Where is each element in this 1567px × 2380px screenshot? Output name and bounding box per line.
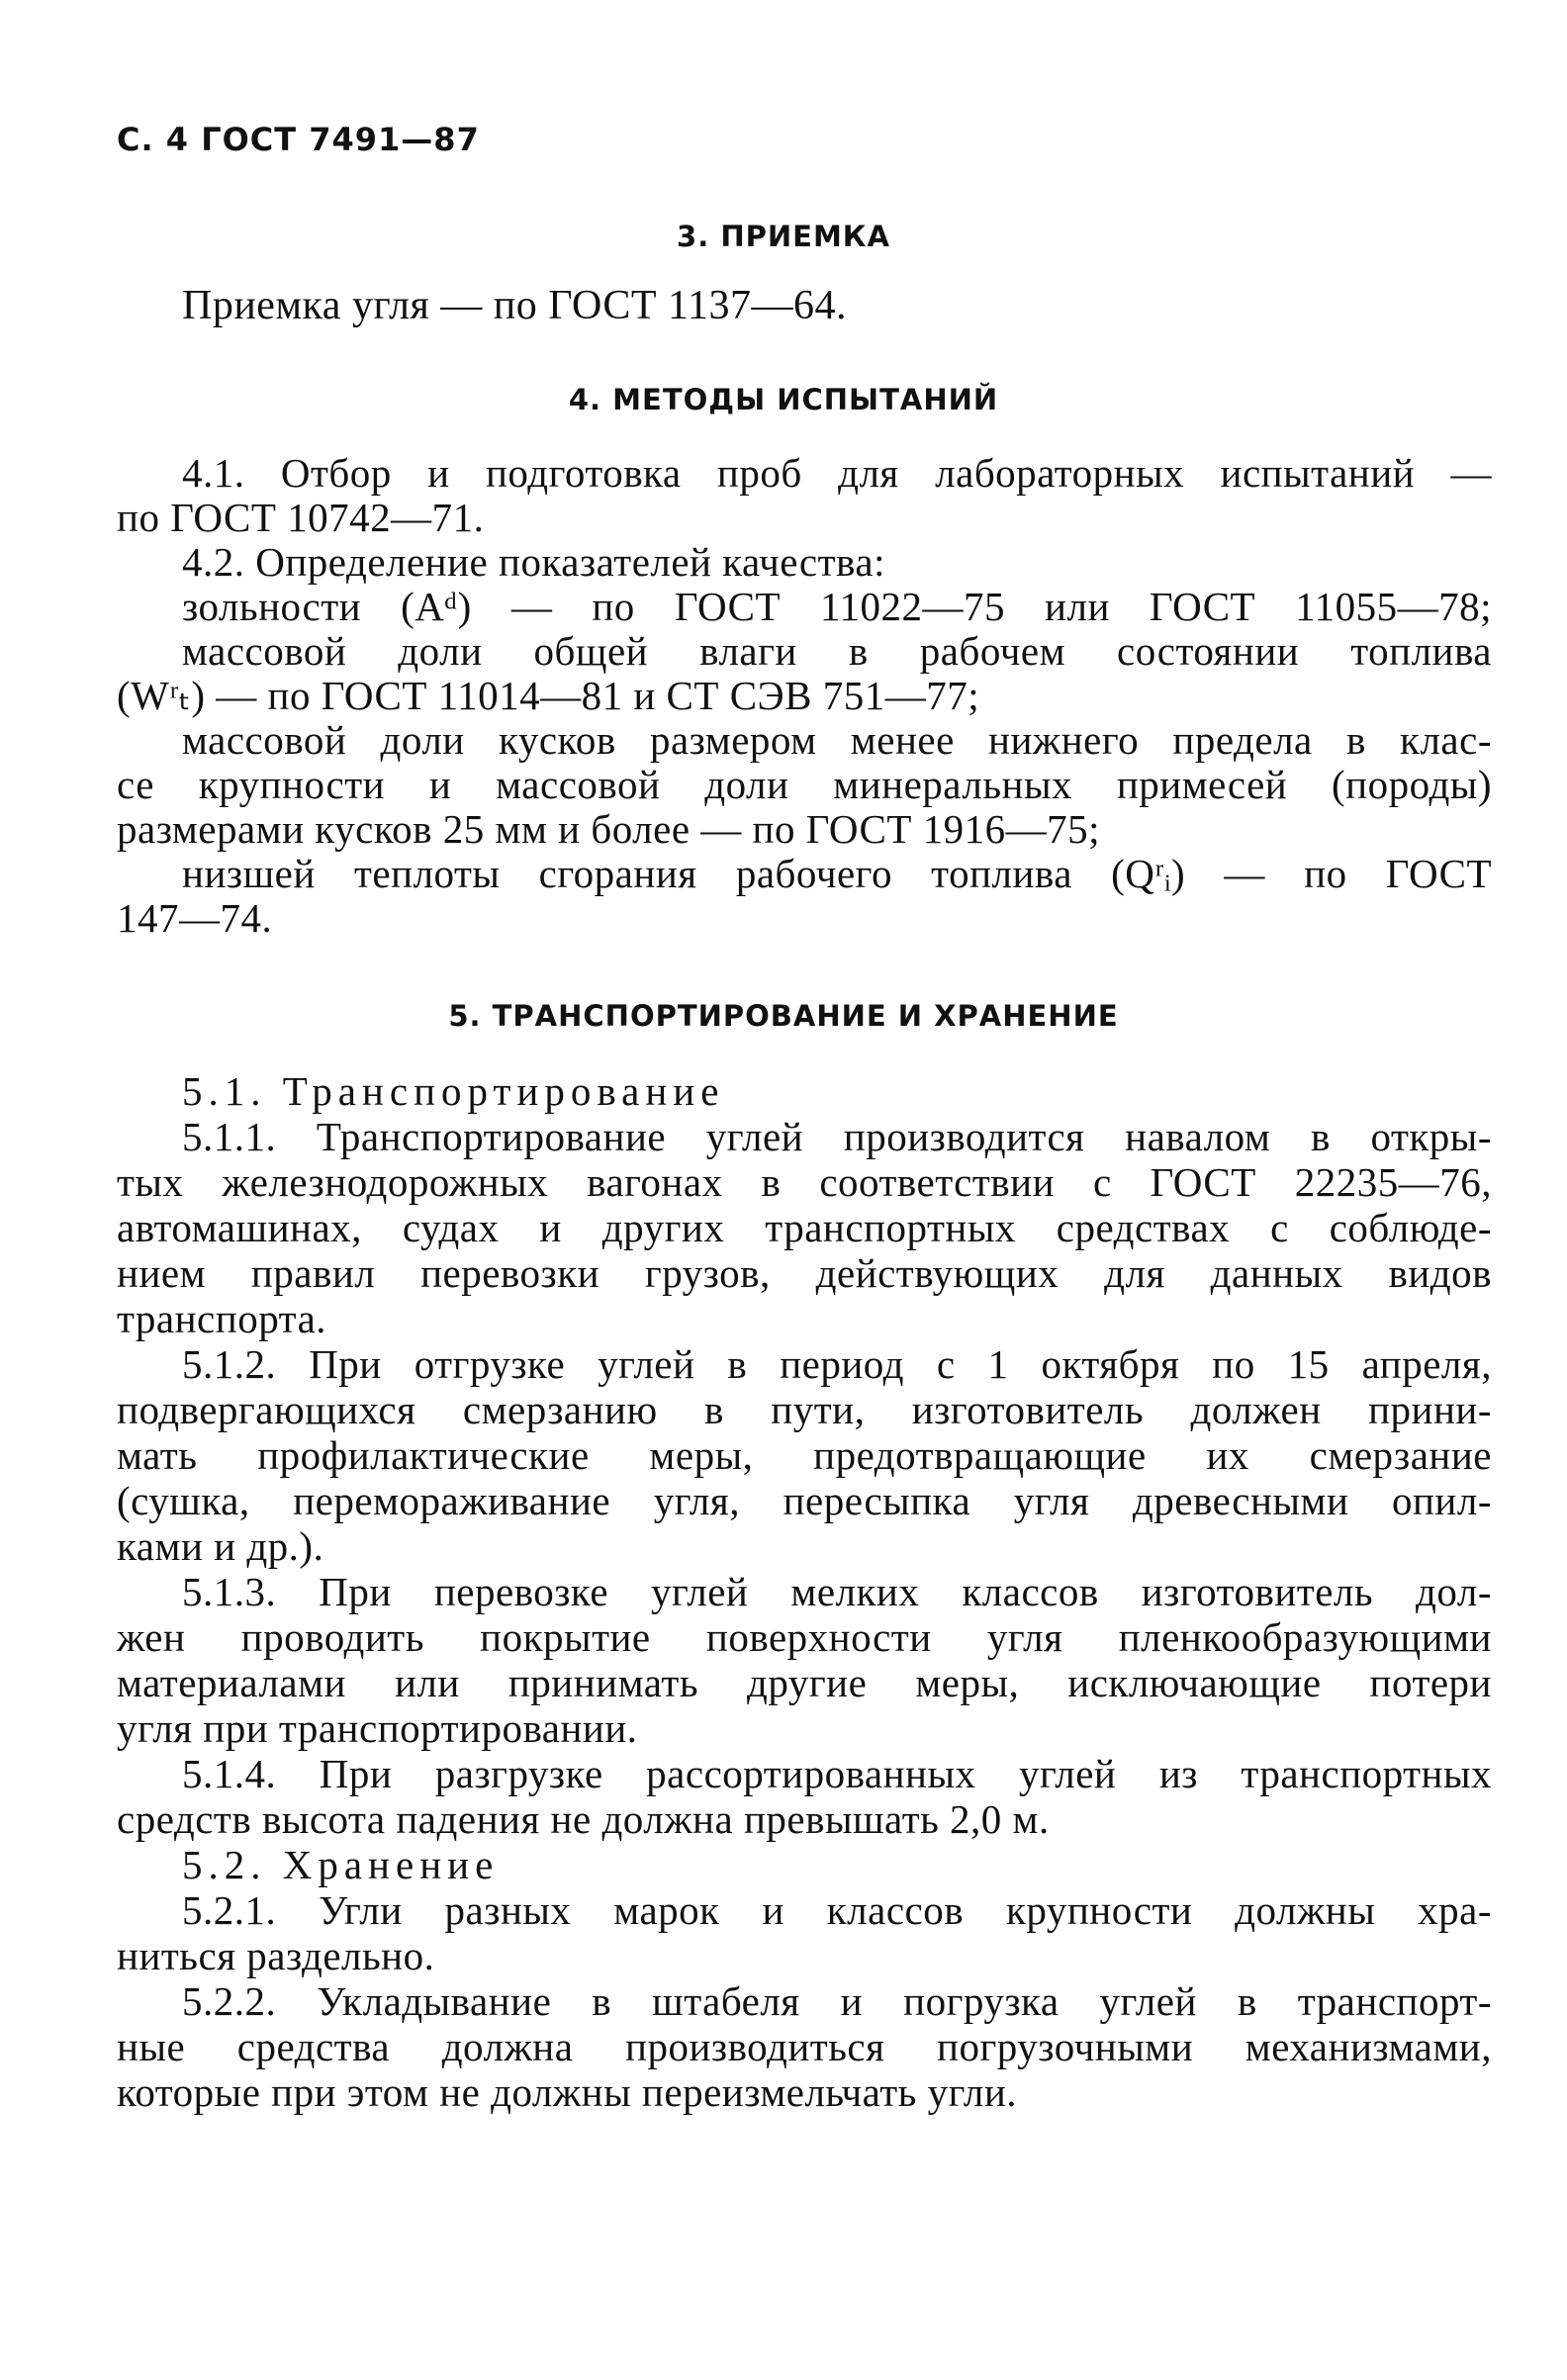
paragraph-line: ками и др.). [117,1523,324,1569]
paragraph-line: (сушка, перемораживание угля, пересыпка угля древесными опил- [117,1478,1492,1523]
paragraph-line: 4.2. Определение показателей качества: [182,539,885,585]
paragraph-line: по ГОСТ 10742—71. [117,495,485,540]
paragraph-line: угля при транспортировании. [117,1705,638,1751]
paragraph-line: 5.1.3. При перевозке углей мелких классов изготовитель дол- [182,1569,1492,1614]
paragraph-line: автомашинах, судах и других транспортных средствах с соблюде- [117,1205,1492,1250]
section-4-heading: 4. МЕТОДЫ ИСПЫТАНИЙ [568,383,999,416]
paragraph-line: нием правил перевозки грузов, действующих для данных видов [117,1250,1492,1296]
paragraph-line: материалами или принимать другие меры, исключающие потери [117,1660,1492,1705]
section-3-text: Приемка угля — по ГОСТ 1137—64. [182,283,847,328]
paragraph-line: ниться раздельно. [117,1933,435,1978]
section-5-heading: 5. ТРАНСПОРТИРОВАНИЕ И ХРАНЕНИЕ [448,999,1119,1033]
subsection-title: 5.1. Транспортирование [182,1068,725,1114]
paragraph-line: мать профилактические меры, предотвращающие их смерзание [117,1432,1492,1478]
paragraph-line: транспорта. [117,1296,327,1341]
paragraph-line: массовой доли общей влаги в рабочем состоянии топлива [182,628,1492,674]
paragraph-line: средств высота падения не должна превышать 2,0 м. [117,1796,1050,1842]
paragraph-line: (Wʳₜ) — по ГОСТ 11014—81 и СТ СЭВ 751—77; [117,673,980,718]
section-3-heading: 3. ПРИЕМКА [677,220,890,253]
paragraph-line: жен проводить покрытие поверхности угля пленкообразующими [117,1614,1492,1660]
paragraph-line: 5.1.2. При отгрузке углей в период с 1 октября по 15 апреля, [182,1341,1492,1387]
paragraph-line: подвергающихся смерзанию в пути, изготовитель должен прини- [117,1387,1492,1432]
paragraph-line: 147—74. [117,895,273,941]
running-head: С. 4 ГОСТ 7491—87 [117,121,480,158]
subsection-title: 5.2. Хранение [182,1842,500,1887]
paragraph-line: 5.2.1. Угли разных марок и классов крупности должны хра- [182,1887,1492,1933]
paragraph-line: размерами кусков 25 мм и более — по ГОСТ 1916—75; [117,806,1101,852]
paragraph-line: тых железнодорожных вагонах в соответствии с ГОСТ 22235—76, [117,1159,1492,1205]
paragraph-line: се крупности и массовой доли минеральных примесей (породы) [117,762,1492,807]
paragraph-line: ные средства должна производиться погрузочными механизмами, [117,2024,1492,2069]
paragraph-line: которые при этом не должны переизмельчать угли. [117,2069,1018,2115]
paragraph-line: 5.1.4. При разгрузке рассортированных углей из транспортных [182,1751,1492,1796]
paragraph-line: 4.1. Отбор и подготовка проб для лабораторных испытаний — [182,450,1492,496]
paragraph-line: низшей теплоты сгорания рабочего топлива (Qʳᵢ) — по ГОСТ [182,851,1492,896]
paragraph-line: зольности (Aᵈ) — по ГОСТ 11022—75 или ГОСТ 11055—78; [182,584,1492,629]
paragraph-line: 5.1.1. Транспортирование углей производится навалом в откры- [182,1114,1492,1159]
paragraph-line: 5.2.2. Укладывание в штабеля и погрузка углей в транспорт- [182,1978,1492,2024]
paragraph-line: массовой доли кусков размером менее нижнего предела в клас- [182,717,1492,763]
